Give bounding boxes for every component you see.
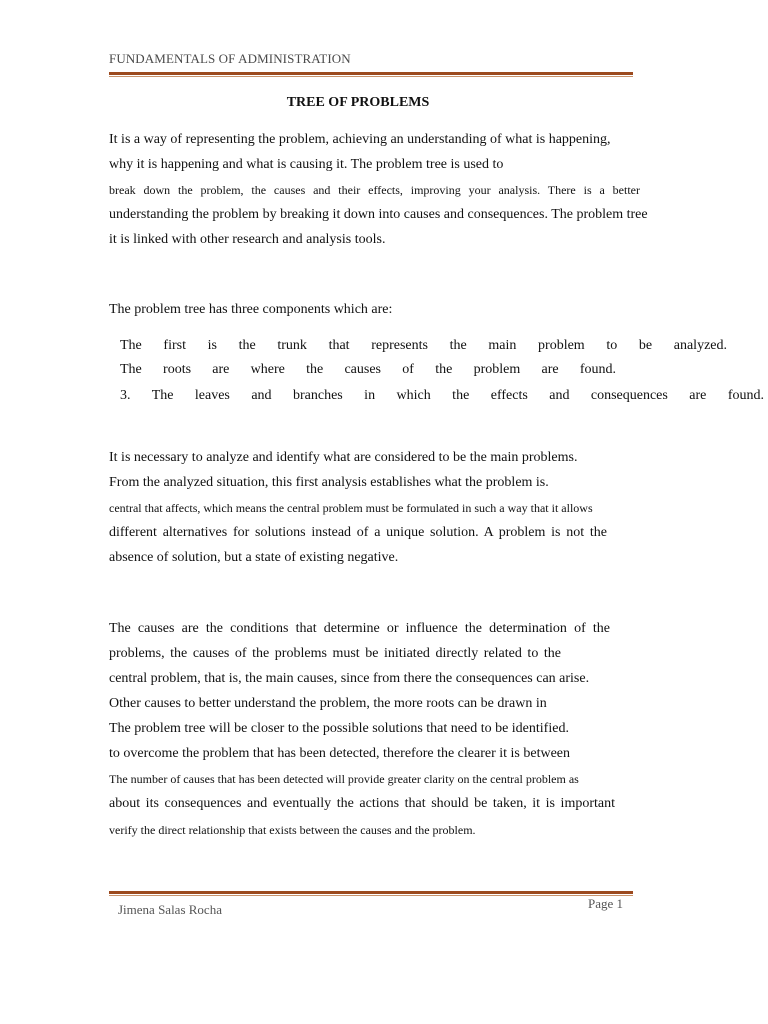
causes-line: to overcome the problem that has been detected, therefore the clearer it is between (109, 746, 571, 761)
causes-line: about its consequences and eventually the actions that should be taken, it is important (109, 796, 615, 811)
intro-line: understanding the problem by breaking it down into causes and consequences. The problem tree (109, 207, 648, 222)
intro-line: It is a way of representing the problem, achieving an understanding of what is happening, (109, 132, 611, 147)
footer-author: Jimena Salas Rocha (118, 902, 222, 917)
analysis-line: From the analyzed situation, this first analysis establishes what the problem is. (109, 475, 549, 490)
intro-line: why it is happening and what is causing it. The problem tree is used to (109, 157, 504, 172)
analysis-line: It is necessary to analyze and identify what are considered to be the main problems. (109, 450, 578, 465)
analysis-line: absence of solution, but a state of existing negative. (109, 550, 399, 565)
causes-line: The problem tree will be closer to the possible solutions that need to be identified. (109, 721, 569, 736)
page-title: TREE OF PROBLEMS (286, 95, 430, 110)
page-number: Page 1 (588, 896, 624, 911)
causes-line: The causes are the conditions that determine or influence the determination of the (109, 621, 610, 636)
header-rule (109, 72, 633, 77)
causes-line: problems, the causes of the problems must be initiated directly related to the (109, 646, 561, 661)
intro-line: it is linked with other research and analysis tools. (109, 232, 386, 247)
analysis-line: central that affects, which means the central problem must be formulated in such a way that it allows (109, 501, 593, 515)
analysis-line: different alternatives for solutions instead of a unique solution. A problem is not the (109, 525, 607, 540)
component-item: 3. The leaves and branches in which the effects and consequences are found. (120, 388, 764, 403)
components-intro: The problem tree has three components which are: (109, 302, 393, 317)
running-header: FUNDAMENTALS OF ADMINISTRATION (109, 51, 351, 66)
causes-line: The number of causes that has been detected will provide greater clarity on the central problem as (109, 772, 579, 786)
intro-line: break down the problem, the causes and their effects, improving your analysis. There is a better (109, 183, 640, 197)
footer-rule (109, 891, 633, 896)
component-item: The roots are where the causes of the problem are found. (120, 362, 616, 377)
causes-line: verify the direct relationship that exists between the causes and the problem. (109, 823, 476, 837)
component-item: The first is the trunk that represents the main problem to be analyzed. (120, 338, 727, 353)
causes-line: Other causes to better understand the problem, the more roots can be drawn in (109, 696, 547, 711)
causes-line: central problem, that is, the main causes, since from there the consequences can arise. (109, 671, 590, 686)
